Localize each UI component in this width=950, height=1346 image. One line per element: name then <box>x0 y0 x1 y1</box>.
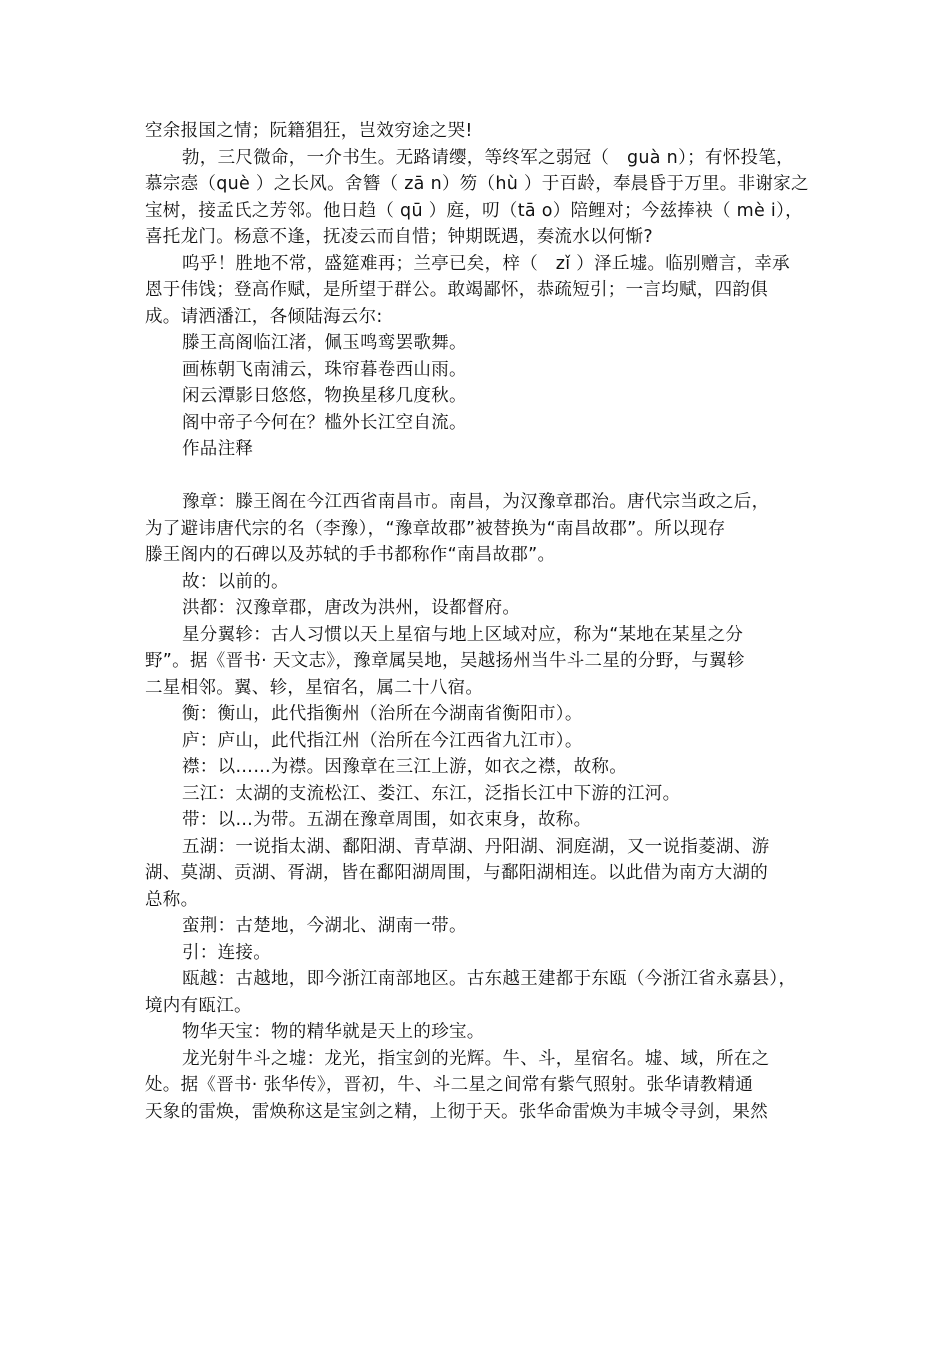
text-line: 勃，三尺微命，一介书生。无路请缨，等终军之弱冠（ guà n）；有怀投笔， <box>182 147 794 168</box>
blank-line <box>145 463 845 490</box>
poem-line: 滕王高阁临江渚，佩玉鸣鸾罢歌舞。 <box>182 333 467 353</box>
text-line: 成。请洒潘江，各倾陆海云尔: <box>145 306 383 327</box>
text-line: 带：以…为带。五湖在豫章周围，如衣束身，故称。 <box>182 810 592 830</box>
text-line: 洪都：汉豫章郡，唐改为洪州，设都督府。 <box>182 598 521 618</box>
text-line: 野”。据《晋书· 天文志》，豫章属吴地，吴越扬州当牛斗二星的分野，与翼轸 <box>145 651 745 671</box>
text-line: 三江：太湖的支流松江、娄江、东江，泛指长江中下游的江河。 <box>182 783 681 804</box>
poem-line: 闲云潭影日悠悠，物换星移几度秋。 <box>182 386 467 406</box>
text-line: 滕王阁内的石碑以及苏轼的手书都称作“南昌故郡”。 <box>145 545 556 565</box>
text-line: 星分翼轸：古人习惯以天上星宿与地上区域对应，称为“某地在某星之分 <box>182 624 744 645</box>
text-line: 恩于伟饯；登高作赋，是所望于群公。敢竭鄙怀，恭疏短引；一言均赋，四韵俱 <box>145 280 768 300</box>
text-line: 空余报国之情；阮籍猖狂，岂效穷途之哭! <box>145 121 473 141</box>
text-line: 喜托龙门。杨意不逢，抚凌云而自惜；钟期既遇，奏流水以何惭? <box>145 227 653 247</box>
text-line: 慕宗悫（què ）之长风。舍簪（ zā n）笏（hù ）于百龄，奉晨昏于万里。非谢家之 <box>145 174 809 194</box>
text-line: 天象的雷焕，雷焕称这是宝剑之精，上彻于天。张华命雷焕为丰城令寻剑，果然 <box>145 1101 768 1122</box>
poem-line: 阁中帝子今何在？槛外长江空自流。 <box>182 412 467 433</box>
text-line: 引：连接。 <box>182 942 271 963</box>
text-line: 襟：以……为襟。因豫章在三江上游，如衣之襟，故称。 <box>182 757 627 777</box>
text-line: 处。据《晋书· 张华传》，晋初，牛、斗二星之间常有紫气照射。张华请教精通 <box>145 1075 754 1095</box>
text-line: 龙光射牛斗之墟：龙光，指宝剑的光辉。牛、斗，星宿名。墟、域，所在之 <box>182 1048 770 1069</box>
text-line: 呜乎！胜地不常，盛筵难再；兰亭已矣，梓（ zǐ ）泽丘墟。临别赠言，幸承 <box>182 253 790 274</box>
text-line: 境内有瓯江。 <box>145 995 252 1016</box>
section-heading: 作品注释 <box>182 439 254 459</box>
document-body <box>145 118 845 1125</box>
text-line: 瓯越：古越地，即今浙江南部地区。古东越王建都于东瓯（今浙江省永嘉县）， <box>182 969 797 989</box>
text-line: 湖、莫湖、贡湖、胥湖，皆在鄱阳湖周围，与鄱阳湖相连。以此借为南方大湖的 <box>145 863 768 883</box>
text-line: 物华天宝：物的精华就是天上的珍宝。 <box>182 1022 485 1042</box>
text-line: 五湖：一说指太湖、鄱阳湖、青草湖、丹阳湖、洞庭湖，又一说指菱湖、游 <box>182 836 770 857</box>
text-line: 豫章：滕王阁在今江西省南昌市。南昌，为汉豫章郡治。唐代宗当政之后， <box>182 492 770 512</box>
text-line: 二星相邻。翼、轸，星宿名，属二十八宿。 <box>145 677 484 698</box>
poem-line: 画栋朝飞南浦云，珠帘暮卷西山雨。 <box>182 359 467 380</box>
text-line: 总称。 <box>145 889 199 910</box>
text-line: 为了避讳唐代宗的名（李豫），“豫章故郡”被替换为“南昌故郡”。所以现存 <box>145 518 726 539</box>
text-line: 衡：衡山，此代指衡州（治所在今湖南省衡阳市）。 <box>182 704 583 724</box>
text-line: 蛮荆：古楚地，今湖北、湖南一带。 <box>182 916 467 936</box>
text-line: 庐：庐山，此代指江州（治所在今江西省九江市）。 <box>182 730 583 751</box>
text-line: 故：以前的。 <box>182 571 289 592</box>
text-line: 宝树，接孟氏之芳邻。他日趋（ qū ）庭，叨（tā o）陪鲤对；今兹捧袂（ mè i）， <box>145 200 803 221</box>
